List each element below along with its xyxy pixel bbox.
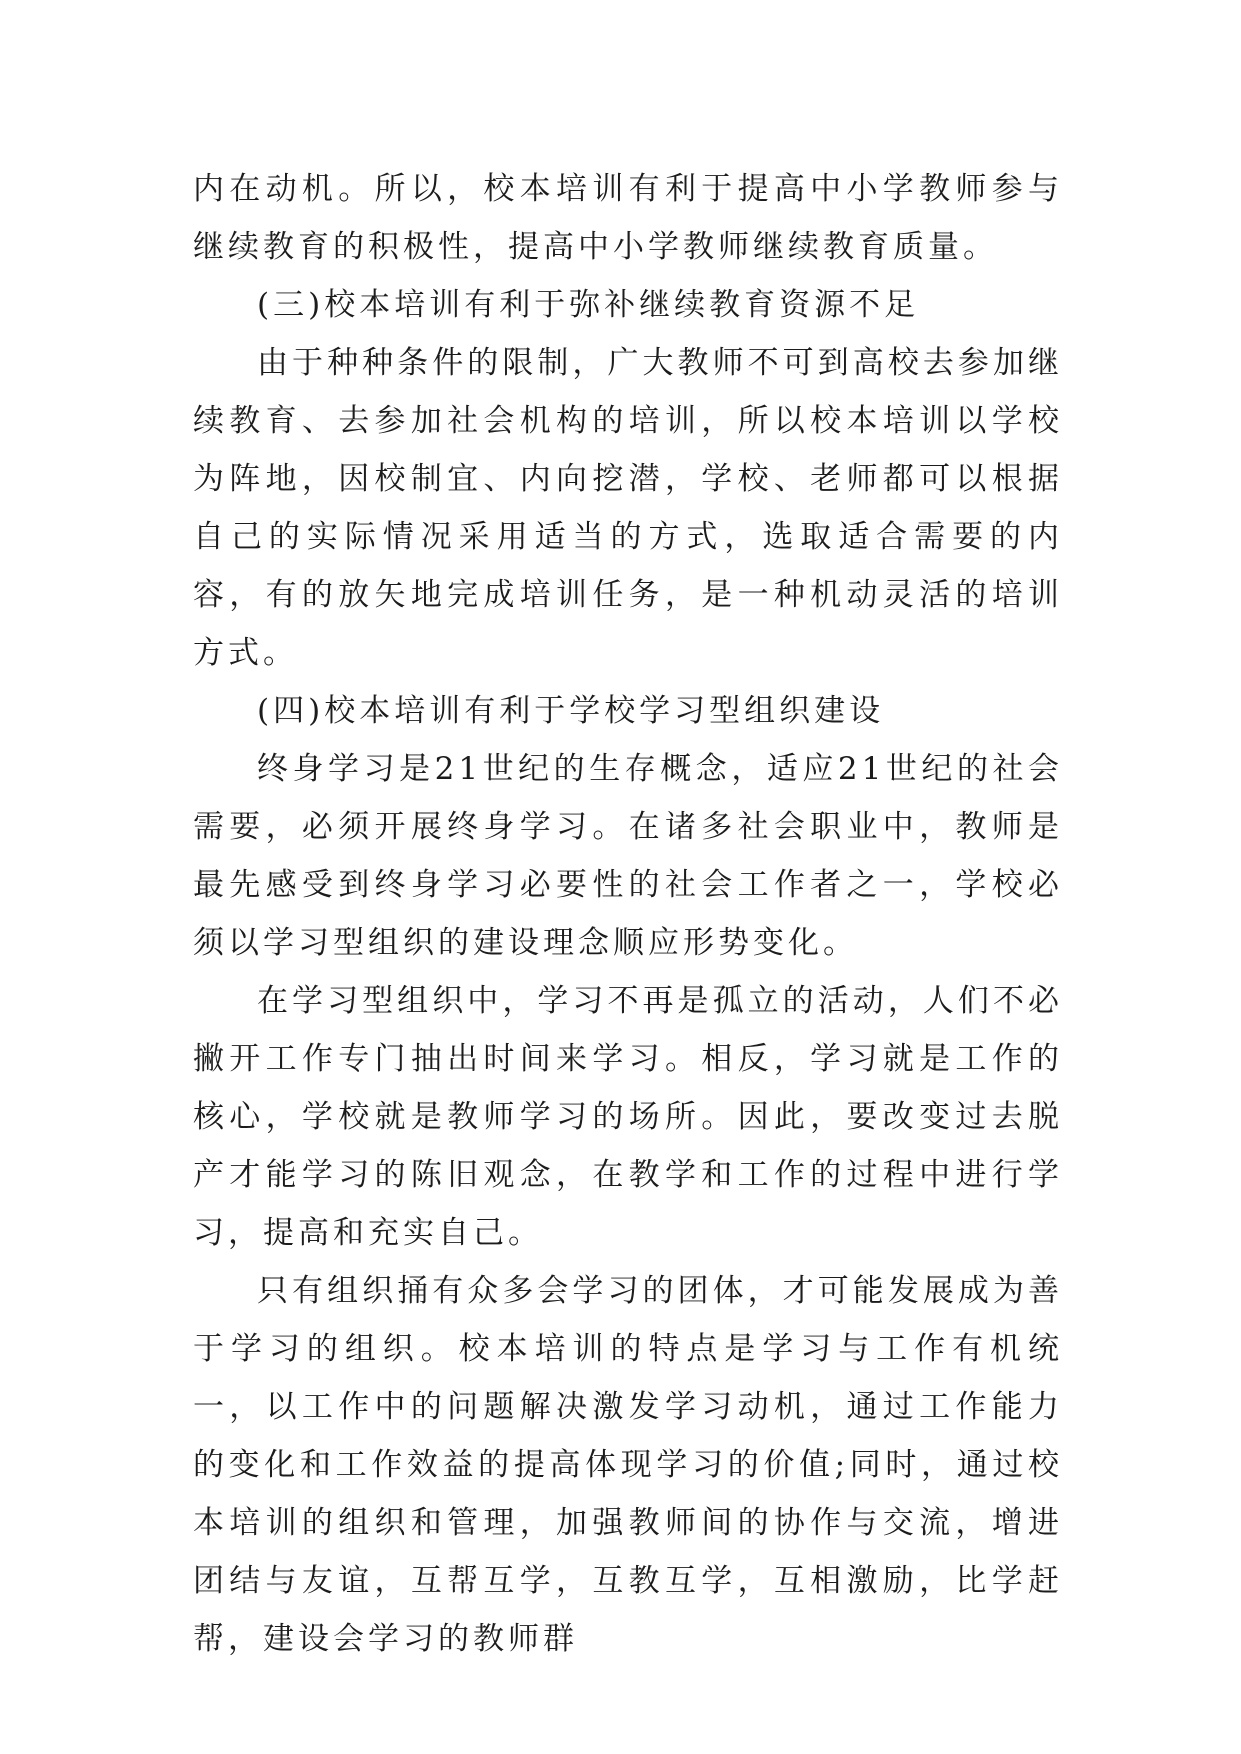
paragraph: 由于种种条件的限制，广大教师不可到高校去参加继续教育、去参加社会机构的培训，所以校本培训以学校为阵地，因校制宜、内向挖潜，学校、老师都可以根据自己的实际情况采用适当的方式，选取适合需要的内容，有的放矢地完成培训任务，是一种机动灵活的培训方式。 bbox=[193, 345, 1063, 671]
section-heading: (四)校本培训有利于学校学习型组织建设 bbox=[257, 693, 885, 729]
document-body bbox=[193, 160, 1063, 1668]
paragraph: 只有组织捅有众多会学习的团体，才可能发展成为善于学习的组织。校本培训的特点是学习与工作有机统一，以工作中的问题解决激发学习动机，通过工作能力的变化和工作效益的提高体现学习的价值;同时，通过校本培训的组织和管理，加强教师间的协作与交流，增进团结与友谊，互帮互学，互教互学，互相激励，比学赶帮，建设会学习的教师群 bbox=[193, 1273, 1063, 1657]
paragraph: 内在动机。所以，校本培训有利于提高中小学教师参与继续教育的积极性，提高中小学教师继续教育质量。 bbox=[193, 171, 1063, 265]
section-heading: (三)校本培训有利于弥补继续教育资源不足 bbox=[257, 287, 920, 323]
paragraph: 在学习型组织中，学习不再是孤立的活动，人们不必撇开工作专门抽出时间来学习。相反，学习就是工作的核心，学校就是教师学习的场所。因此，要改变过去脱产才能学习的陈旧观念，在教学和工作的过程中进行学习，提高和充实自己。 bbox=[193, 983, 1063, 1251]
paragraph: 终身学习是21世纪的生存概念，适应21世纪的社会需要，必须开展终身学习。在诸多社会职业中，教师是最先感受到终身学习必要性的社会工作者之一，学校必须以学习型组织的建设理念顺应形势变化。 bbox=[193, 751, 1063, 961]
